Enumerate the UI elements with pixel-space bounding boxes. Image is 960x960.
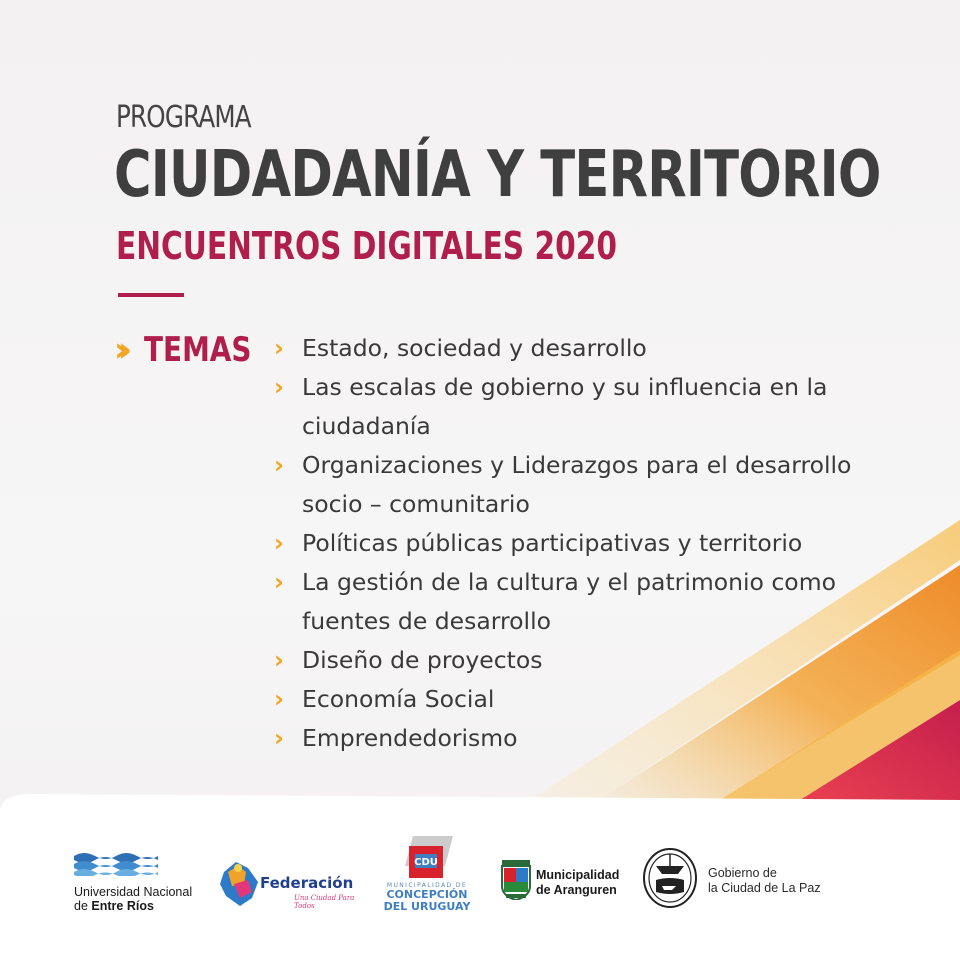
logo-aranguren — [500, 858, 632, 908]
concepcion-line1: MUNICIPALIDAD DE — [386, 882, 468, 889]
logo-lapaz — [642, 846, 832, 918]
title-rule — [118, 293, 184, 297]
double-chevron-icon: ›› — [114, 330, 123, 370]
topic-text: Organizaciones y Liderazgos para el desarrollo socio – comunitario — [302, 451, 852, 518]
concepcion-line2: CONCEPCIÓN — [386, 888, 468, 901]
temas-heading — [114, 330, 275, 370]
cdu-badge-text: CDU — [414, 857, 438, 868]
aranguren-line1: Municipalidad — [536, 868, 620, 882]
list-item — [272, 719, 872, 758]
topic-text: Economía Social — [302, 685, 495, 713]
subtitle: ENCUENTROS DIGITALES 2020 — [116, 224, 617, 268]
list-item — [272, 329, 872, 368]
seal-icon — [642, 846, 698, 908]
list-item — [272, 680, 872, 719]
chevron-right-icon: › — [274, 451, 284, 479]
map-icon — [218, 858, 264, 908]
topic-text: Estado, sociedad y desarrollo — [302, 334, 647, 362]
chevron-right-icon: › — [274, 646, 284, 674]
topics-list — [272, 329, 872, 758]
chevron-right-icon: › — [274, 568, 284, 596]
federacion-name: Federación — [260, 874, 354, 892]
federacion-slogan: Una Ciudad Para Todos — [294, 894, 355, 910]
page-title: CIUDADANÍA Y TERRITORIO — [114, 138, 881, 212]
topic-text: Las escalas de gobierno y su influencia en la ciudadanía — [302, 373, 828, 440]
uner-line2-bold: Entre Ríos — [91, 899, 154, 913]
topic-text: Emprendedorismo — [302, 724, 518, 752]
topic-text: Políticas públicas participativas y territorio — [302, 529, 803, 557]
chevron-right-icon: › — [274, 685, 284, 713]
chevron-right-icon: › — [274, 334, 284, 362]
lapaz-line1: Gobierno de — [708, 866, 777, 880]
list-item — [272, 368, 872, 446]
list-item — [272, 446, 872, 524]
logo-uner — [74, 850, 192, 913]
list-item — [272, 563, 872, 641]
list-item — [272, 641, 872, 680]
uner-line2-prefix: de — [74, 899, 92, 913]
temas-label: TEMAS — [144, 330, 252, 370]
lapaz-line2: la Ciudad de La Paz — [708, 881, 821, 895]
topic-text: La gestión de la cultura y el patrimonio como fuentes de desarrollo — [302, 568, 836, 635]
chevron-right-icon: › — [274, 529, 284, 557]
cdu-badge-icon — [401, 836, 453, 882]
concepcion-line3: DEL URUGUAY — [383, 900, 471, 913]
list-item — [272, 524, 872, 563]
aranguren-line2: de Aranguren — [536, 883, 617, 897]
uner-line1: Universidad Nacional — [74, 885, 193, 899]
logo-federacion — [218, 858, 368, 910]
chevron-right-icon: › — [274, 373, 284, 401]
waves-icon — [74, 850, 158, 876]
shield-icon — [500, 860, 532, 900]
chevron-right-icon: › — [274, 724, 284, 752]
logo-concepcion — [380, 836, 474, 913]
topic-text: Diseño de proyectos — [302, 646, 543, 674]
pre-title: PROGRAMA — [116, 100, 251, 135]
